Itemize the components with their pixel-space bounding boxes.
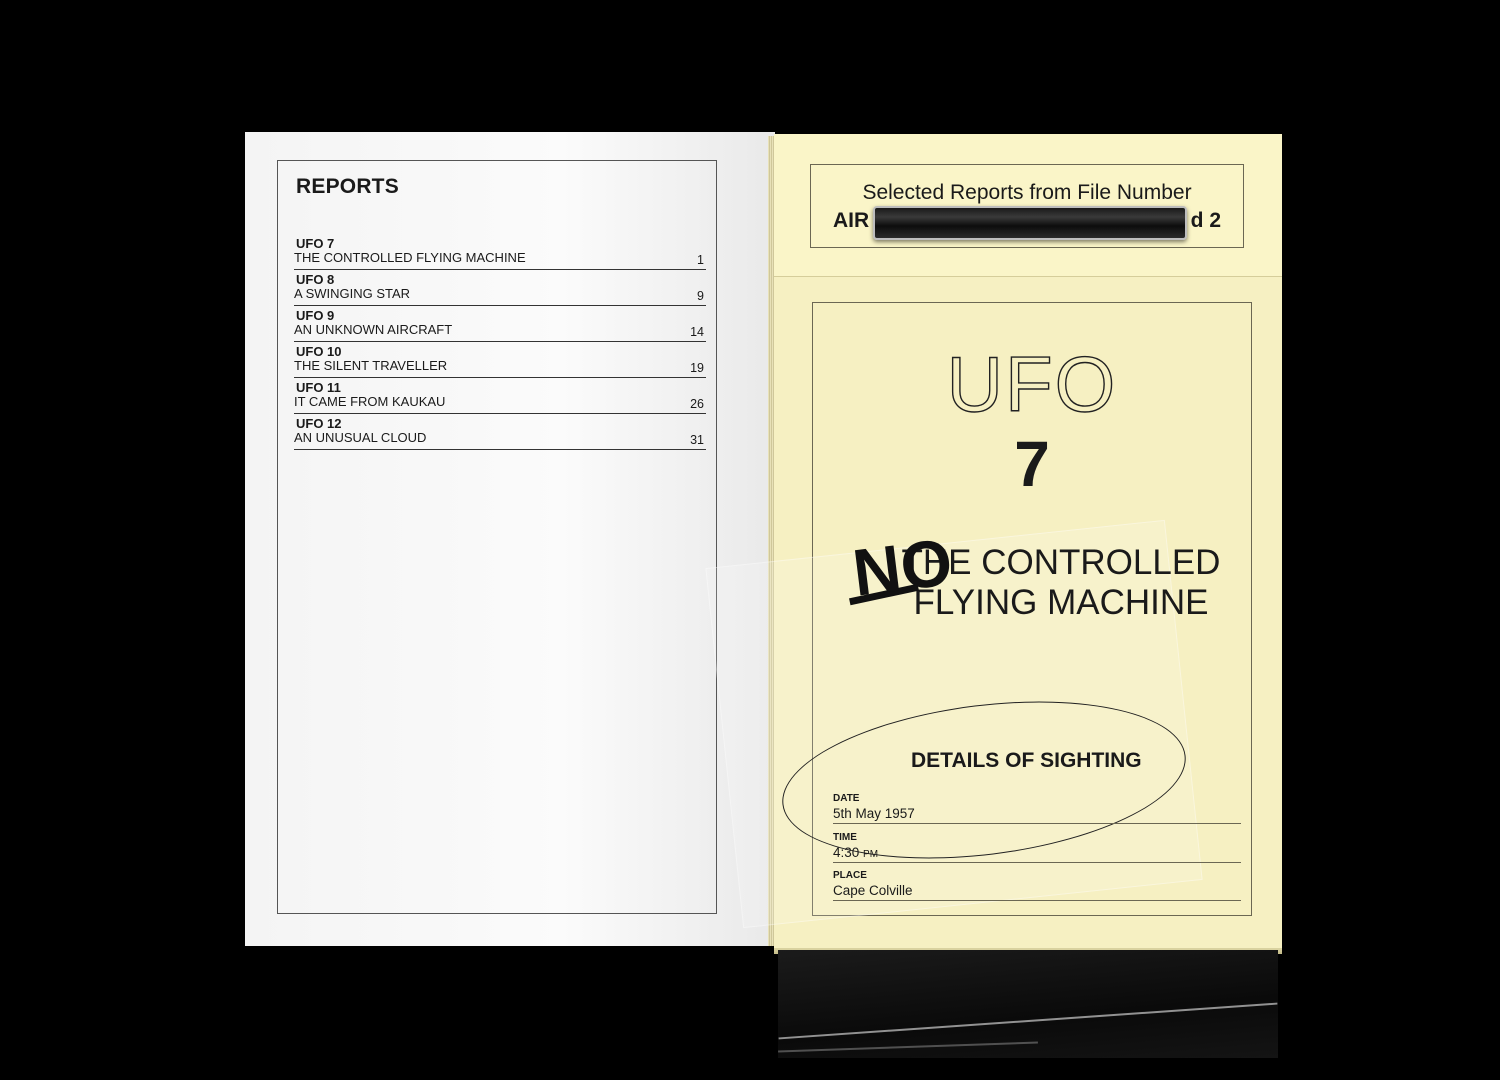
reports-title: REPORTS xyxy=(296,175,399,198)
place-label: PLACE xyxy=(833,870,867,881)
date-label: DATE xyxy=(833,793,860,804)
place-field xyxy=(833,870,1241,901)
sleeve-highlight xyxy=(779,1003,1278,1040)
toc-row xyxy=(294,235,706,270)
time-suffix: PM xyxy=(863,849,879,860)
toc-page-number: 14 xyxy=(690,325,704,339)
toc-number: UFO 10 xyxy=(296,344,342,359)
toc-page-number: 19 xyxy=(690,361,704,375)
toc-number: UFO 11 xyxy=(296,380,341,395)
toc-title: AN UNUSUAL CLOUD xyxy=(294,430,427,445)
file-header-text: Selected Reports from File Number xyxy=(862,181,1192,204)
file-number-box xyxy=(810,164,1244,248)
details-title: DETAILS OF SIGHTING xyxy=(911,749,1142,772)
date-value: 5th May 1957 xyxy=(833,806,915,821)
report-title-line2: FLYING MACHINE xyxy=(913,583,1209,622)
file-number-suffix: d 2 xyxy=(1190,209,1221,232)
toc-page-number: 9 xyxy=(697,289,704,303)
time-label: TIME xyxy=(833,832,857,843)
right-page-stack xyxy=(774,134,1282,948)
redaction-bar xyxy=(873,206,1187,240)
time-field xyxy=(833,832,1241,863)
toc-title: A SWINGING STAR xyxy=(294,286,411,301)
toc-row xyxy=(294,307,706,342)
toc-title: AN UNKNOWN AIRCRAFT xyxy=(294,322,453,337)
toc-number: UFO 12 xyxy=(296,416,342,431)
toc-row xyxy=(294,379,706,414)
reports-frame xyxy=(277,160,717,914)
toc-row xyxy=(294,343,706,378)
time-value: 4:30 xyxy=(833,845,860,860)
toc-number: UFO 7 xyxy=(296,236,335,251)
toc-page-number: 1 xyxy=(697,253,704,267)
ufo-number: 7 xyxy=(1014,428,1050,500)
toc-page-number: 26 xyxy=(690,397,704,411)
file-number-prefix: AIR xyxy=(833,209,870,232)
table-of-contents xyxy=(294,235,706,451)
report-title-line1: THE CONTROLLED xyxy=(901,543,1221,582)
sleeve-highlight xyxy=(778,1041,1038,1052)
left-page xyxy=(245,132,775,946)
toc-number: UFO 8 xyxy=(296,272,335,287)
no-overlay-word: NO xyxy=(848,524,957,610)
toc-page-number: 31 xyxy=(690,433,704,447)
date-field xyxy=(833,793,1241,824)
file-header-strip xyxy=(774,134,1282,277)
ufo-heading: UFO xyxy=(946,340,1118,428)
toc-title: IT CAME FROM KAUKAU xyxy=(294,394,446,409)
toc-title: THE CONTROLLED FLYING MACHINE xyxy=(294,250,526,265)
time-value-wrap xyxy=(833,845,878,860)
toc-row xyxy=(294,271,706,306)
toc-title: THE SILENT TRAVELLER xyxy=(294,358,448,373)
report-card xyxy=(812,302,1252,916)
place-value: Cape Colville xyxy=(833,883,913,898)
toc-number: UFO 9 xyxy=(296,308,335,323)
plastic-sleeve xyxy=(778,950,1278,1058)
toc-row xyxy=(294,415,706,450)
